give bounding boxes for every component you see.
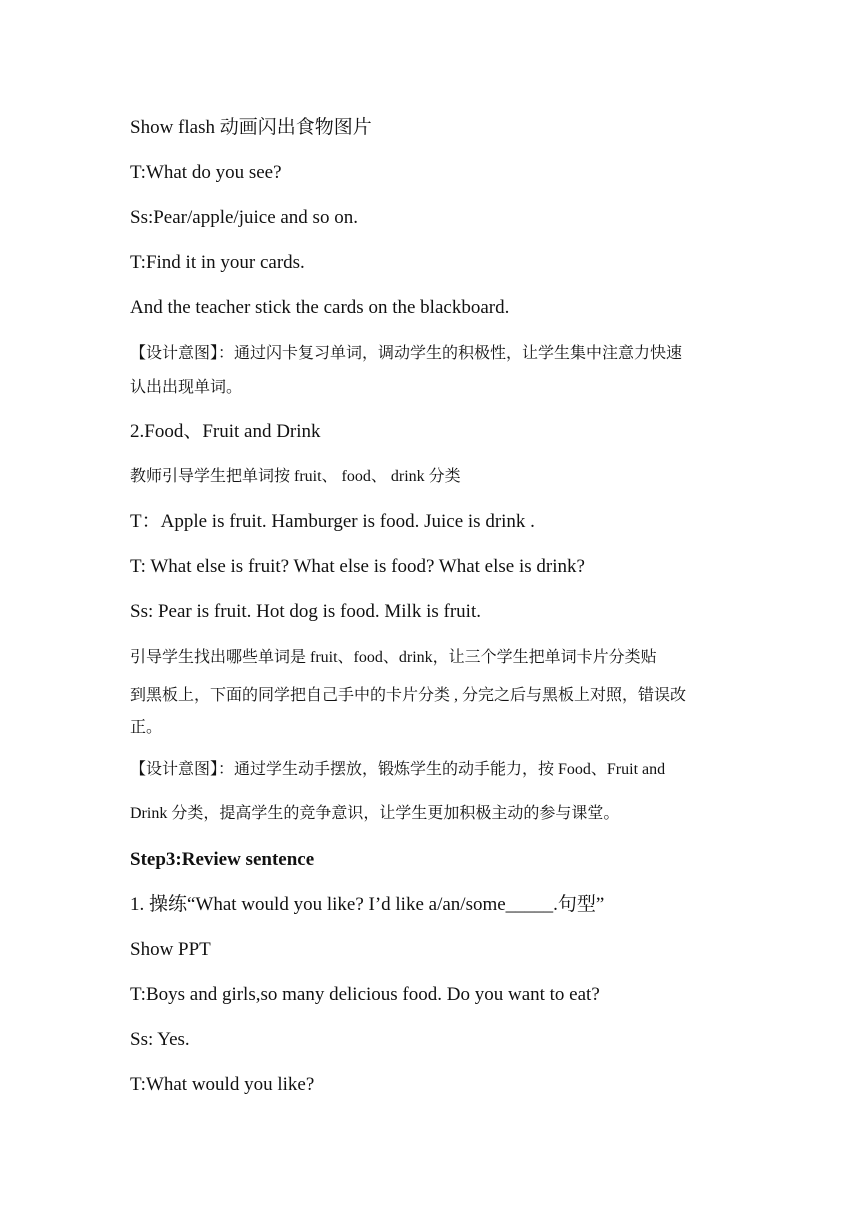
text-line-guide-students-end: 正。 [130, 719, 163, 736]
text-line-sentence-drill: 1. 操练“What would you like? I’d like a/an/some_____.句型” [130, 894, 605, 915]
text-line-guide-students-cont: 到黑板上，下面的同学把自己手中的卡片分类 , 分完之后与黑板上对照，错误改 [130, 687, 687, 704]
text-line-show-ppt: Show PPT [130, 939, 211, 960]
text-line-ss-yes: Ss: Yes. [130, 1029, 190, 1050]
text-line-teacher-questions: T: What else is fruit? What else is food? What else is drink? [130, 556, 585, 577]
text-line-design-intent-1: 【设计意图】：通过闪卡复习单词，调动学生的积极性，让学生集中注意力快速 [130, 345, 683, 362]
text-line-what-would-you-like: T:What would you like? [130, 1074, 315, 1095]
text-line-stick-cards: And the teacher stick the cards on the blackboard. [130, 297, 510, 318]
text-line-what-do-you-see: T:What do you see? [130, 162, 282, 183]
text-line-section-food-fruit-drink: 2.Food、Fruit and Drink [130, 421, 321, 442]
text-line-students-answers: Ss: Pear is fruit. Hot dog is food. Milk is fruit. [130, 601, 481, 622]
text-line-find-cards: T:Find it in your cards. [130, 252, 305, 273]
text-line-guide-students: 引导学生找出哪些单词是 fruit、food、drink，让三个学生把单词卡片分类贴 [130, 649, 657, 666]
text-line-ss-answer: Ss:Pear/apple/juice and so on. [130, 207, 358, 228]
text-line-design-intent-2-cont: Drink 分类，提高学生的竞争意识，让学生更加积极主动的参与课堂。 [130, 805, 620, 822]
text-line-classify-instruction: 教师引导学生把单词按 fruit、 food、 drink 分类 [130, 468, 461, 485]
text-line-design-intent-1-cont: 认出出现单词。 [130, 379, 243, 396]
text-line-design-intent-2: 【设计意图】：通过学生动手摆放，锻炼学生的动手能力，按 Food、Fruit and [130, 761, 666, 778]
text-line-step3-heading: Step3:Review sentence [130, 849, 315, 870]
text-line-teacher-examples: T：Apple is fruit. Hamburger is food. Juice is drink . [130, 511, 535, 532]
text-line-boys-and-girls: T:Boys and girls,so many delicious food. Do you want to eat? [130, 984, 600, 1005]
text-line-show-flash: Show flash 动画闪出食物图片 [130, 117, 372, 138]
